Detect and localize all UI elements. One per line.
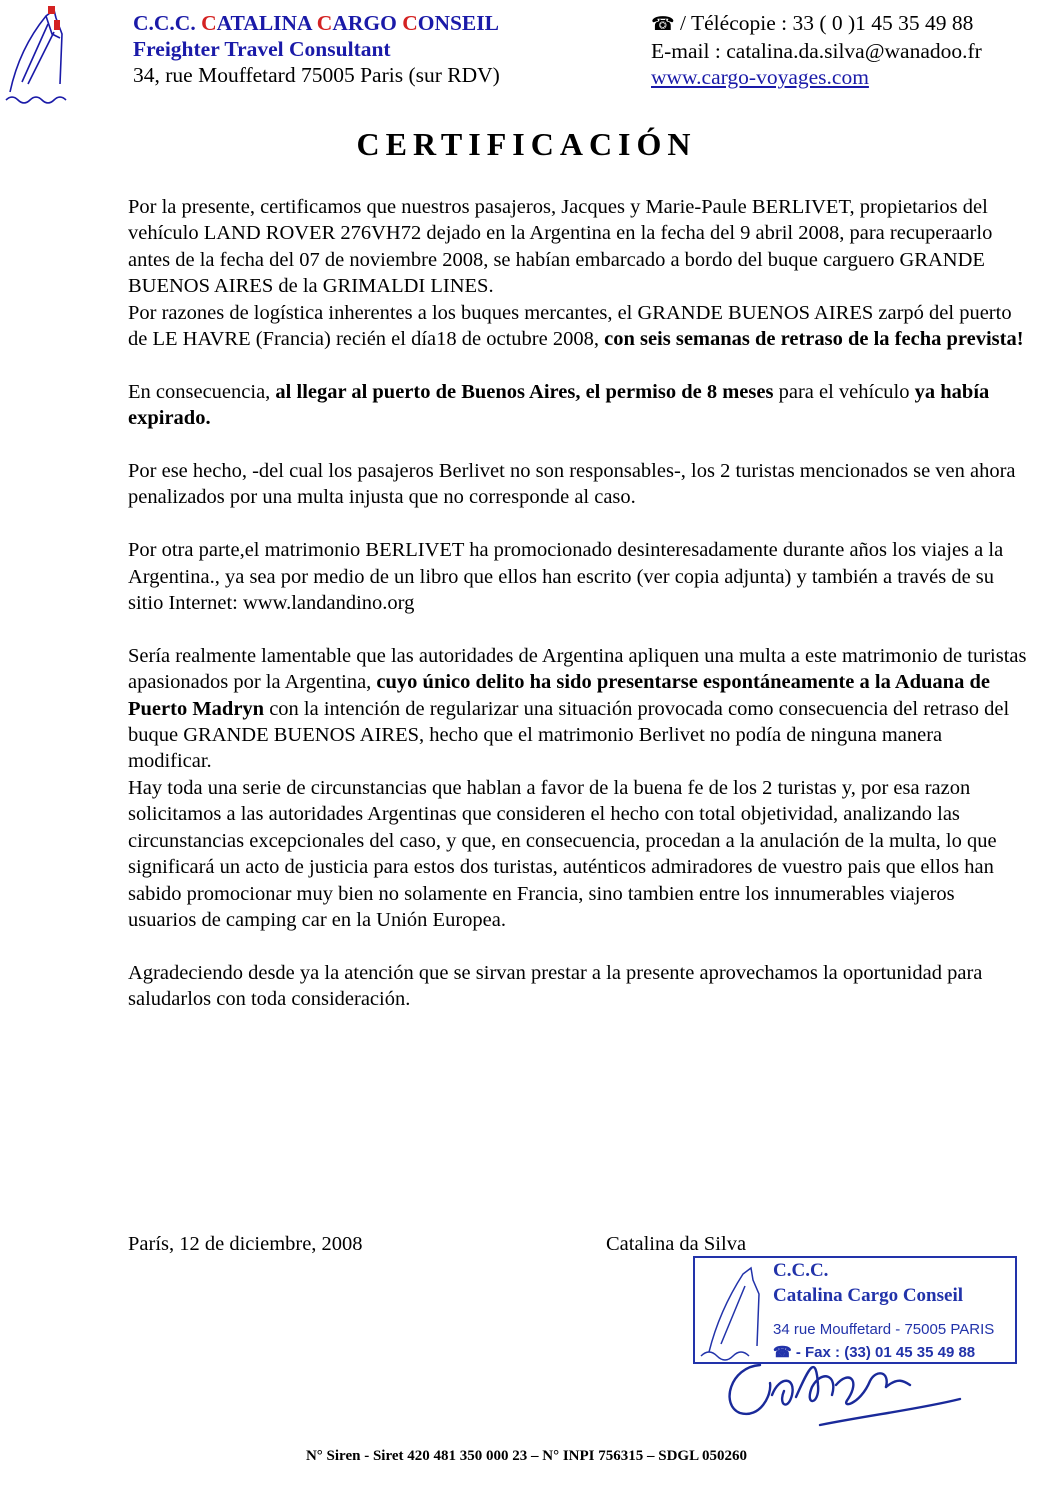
- document-title: CERTIFICACIÓN: [356, 126, 697, 162]
- paragraph-6: Sería realmente lamentable que las autoridades de Argentina apliquen una multa a este matrimonio de turistas apasionados por la Argentina, cuyo único delito ha sido presentarse espontáneamente a la Aduana de Puerto Madryn con la intención de regularizar una situación provocada como consecuencia del retraso del buque GRANDE BUENOS AIRES, hecho que el matrimonio Berlivet no podía de ninguna manera modificar.: [128, 644, 1027, 773]
- phone-fax-line: [651, 10, 982, 38]
- company-address: 34, rue Mouffetard 75005 Paris (sur RDV): [133, 63, 500, 87]
- place-date: París, 12 de diciembre, 2008: [128, 1233, 363, 1255]
- paragraph-5: Por otra parte,el matrimonio BERLIVET ha promocionado desinteresadamente durante años los viajes a la Argentina., ya sea por medio de un libro que ellos han escrito (ver copia adjunta) y también a través de su sitio Internet: www.landandino.org: [128, 539, 1004, 615]
- website-link[interactable]: www.cargo-voyages.com: [651, 65, 869, 89]
- letter-body: [128, 194, 1028, 1013]
- phone-fax-text: / Télécopie : 33 ( 0 )1 45 35 49 88: [680, 11, 974, 35]
- email-line: E-mail : catalina.da.silva@wanadoo.fr: [651, 39, 982, 63]
- company-tagline: Freighter Travel Consultant: [133, 37, 391, 61]
- company-name: C.C.C. CATALINA CARGO CONSEIL: [133, 11, 499, 35]
- registration-footer: N° Siren - Siret 420 481 350 000 23 – N° INPI 756315 – SDGL 050260: [305, 1448, 748, 1464]
- paragraph-2: Por razones de logística inherentes a los buques mercantes, el GRANDE BUENOS AIRES zarpó del puerto de LE HAVRE (Francia) recién el día18 de octubre 2008, con seis semanas de retraso de la fecha prevista!: [128, 301, 1024, 351]
- paragraph-3: En consecuencia, al llegar al puerto de Buenos Aires, el permiso de 8 meses para el vehículo ya había expirado.: [128, 380, 990, 430]
- stamp-line-1: C.C.C.: [773, 1260, 829, 1281]
- paragraph-4: Por ese hecho, -del cual los pasajeros Berlivet no son responsables-, los 2 turistas mencionados se ven ahora penalizados por una multa injusta que no corresponde al caso.: [128, 460, 1016, 509]
- paragraph-1: Por la presente, certificamos que nuestros pasajeros, Jacques y Marie-Paule BERLIVET, propietarios del vehículo LAND ROVER 276VH72 dejado en la Argentina en la fecha del 9 abril 2008, para recuperaarlo antes de la fecha del 07 de noviembre 2008, se habían embarcado a bordo del buque carguero GRANDE BUENOS AIRES de la GRIMALDI LINES.: [128, 196, 993, 298]
- stamp-line-3: 34 rue Mouffetard - 75005 PARIS: [773, 1321, 995, 1338]
- paragraph-8: Agradeciendo desde ya la atención que se sirvan prestar a la presente aprovechamos la oportunidad para saludarlos con toda consideración.: [128, 961, 983, 1011]
- phone-icon: ☎: [651, 14, 675, 35]
- handwritten-signature-icon: [700, 1325, 980, 1435]
- letterhead-right: [651, 10, 982, 90]
- stamp-line-2: Catalina Cargo Conseil: [773, 1285, 963, 1306]
- paragraph-7: Hay toda una serie de circunstancias que hablan a favor de la buena fe de los 2 turistas y, por esa razon solicitamos a las autoridades Argentinas que consideren el hecho con total objetividad, analizando las circunstancias excepcionales del caso, y que, en consecuencia, procedan a la anulación de la multa, lo que significará un acto de justicia para estos dos turistas, auténticos admiradores de vuestro pais que ellos han sabido promocionar muy bien no solamente en Francia, sino tambien entre los innumerables viajeros usuarios de camping car en la Unión Europea.: [128, 776, 997, 931]
- signer-name: Catalina da Silva: [606, 1233, 747, 1255]
- ship-logo-icon: [2, 4, 68, 104]
- letterhead-left: [133, 10, 500, 88]
- stamp-line-4: ☎ - Fax : (33) 01 45 35 49 88: [773, 1344, 976, 1361]
